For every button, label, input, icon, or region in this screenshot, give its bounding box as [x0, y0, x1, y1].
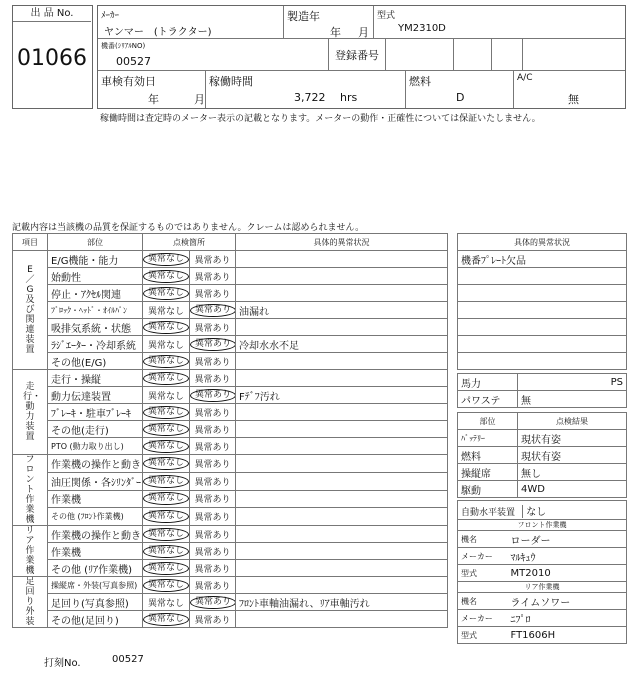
front-implement-value: ローダー	[508, 531, 627, 548]
check-option-ok[interactable]: 異常なし	[143, 492, 189, 505]
part-name: ﾌﾞﾚｰｷ・駐車ﾌﾞﾚｰｷ	[48, 404, 143, 421]
front-implement-row	[458, 548, 627, 565]
rear-implement-value: FT1606H	[508, 627, 627, 644]
hp-label: 馬力	[458, 374, 518, 391]
detail-text: ﾌﾛﾝﾄ車軸油漏れ、ﾘｱ車軸汚れ	[236, 594, 448, 611]
inspection-header-row	[13, 234, 448, 251]
stamp-label: 打刻No.	[44, 658, 81, 669]
table-row	[13, 285, 448, 302]
check-option-ok[interactable]: 異常なし	[147, 598, 184, 609]
detail-text: 油漏れ	[236, 302, 448, 319]
disclaimer: 記載内容は当該機の品質を保証するものではありません。クレームは認められません。	[12, 223, 365, 233]
side-detail-text	[458, 302, 627, 319]
group-label: 足回り外装	[13, 577, 48, 628]
fuel-cell	[406, 71, 514, 108]
table-row	[13, 508, 448, 526]
check-option-ok[interactable]: 異常なし	[143, 287, 189, 300]
power-steering-row	[458, 391, 627, 408]
maker-cell	[98, 6, 284, 39]
hours-unit: hrs	[340, 91, 358, 104]
check-ng-cell	[190, 268, 236, 285]
check-ok-cell	[143, 319, 190, 336]
side-detail-body	[458, 251, 627, 370]
check-ok-cell	[143, 472, 190, 490]
detail-text	[236, 472, 448, 490]
part-name: 停止・ｱｸｾﾙ関連	[48, 285, 143, 302]
part-name: 吸排気系統・状態	[48, 319, 143, 336]
header-part: 部位	[48, 234, 143, 251]
registration-label: 登録番号	[329, 39, 386, 71]
check-ng-cell	[190, 421, 236, 438]
check-option-ok[interactable]: 異常なし	[143, 321, 189, 334]
check-option-ok[interactable]: 異常なし	[147, 306, 184, 317]
hours-cell	[206, 71, 406, 108]
listing-label: 出 品 No.	[13, 6, 91, 22]
rear-implement-header: リア作業機	[458, 582, 627, 593]
side-detail-row	[458, 336, 627, 353]
parts-row	[458, 481, 627, 498]
inspection-month-unit: 月	[194, 93, 205, 106]
listing-number: 01066	[17, 46, 87, 71]
table-row	[13, 560, 448, 577]
inspection-date-cell	[98, 71, 206, 108]
inspection-date-label: 車検有効日	[101, 75, 156, 88]
check-ng-cell	[190, 387, 236, 404]
listing-number-box	[12, 5, 93, 109]
check-ok-cell	[143, 577, 190, 594]
parts-table	[457, 412, 627, 498]
check-ok-cell	[143, 404, 190, 421]
detail-text	[236, 404, 448, 421]
registration-box-2	[454, 39, 492, 71]
serial-value: 00527	[116, 55, 151, 68]
check-option-ng[interactable]: 異常あり	[190, 304, 236, 317]
serial-cell	[98, 39, 329, 71]
table-row	[13, 251, 448, 268]
check-option-ok[interactable]: 異常なし	[143, 355, 189, 368]
table-row	[13, 455, 448, 473]
vehicle-header	[97, 5, 626, 109]
part-name: 作業機	[48, 490, 143, 508]
part-name: 作業機	[48, 543, 143, 560]
front-implement-value: ﾏﾙｷｭｳ	[508, 548, 627, 565]
power-steering-value: 無	[518, 391, 627, 408]
detail-text	[236, 577, 448, 594]
front-implement-row	[458, 531, 627, 548]
parts-result: 無し	[518, 464, 627, 481]
group-label: E／G及び関連装置	[13, 251, 48, 370]
year-cell	[284, 6, 374, 39]
check-option-ok[interactable]: 異常なし	[143, 406, 189, 419]
side-detail-row	[458, 268, 627, 285]
check-ok-cell	[143, 302, 190, 319]
detail-text	[236, 508, 448, 526]
serial-label: 機番(ｼﾘｱﾙNO)	[101, 42, 146, 50]
check-option-ng[interactable]: 異常あり	[190, 389, 236, 402]
check-option-ng[interactable]: 異常あり	[194, 615, 231, 626]
detail-text	[236, 251, 448, 268]
check-option-ok[interactable]: 異常なし	[143, 475, 189, 488]
check-ng-cell	[190, 302, 236, 319]
side-detail-row	[458, 251, 627, 268]
check-option-ng[interactable]: 異常あり	[194, 374, 231, 385]
ac-cell	[514, 71, 625, 108]
registration-box-1	[386, 39, 454, 71]
spec-table	[457, 373, 627, 408]
year-label: 製造年	[287, 10, 320, 23]
check-option-ok[interactable]: 異常なし	[143, 457, 189, 470]
maker-label: ﾒｰｶｰ	[101, 11, 120, 21]
table-row	[13, 577, 448, 594]
rear-implement-row	[458, 593, 627, 610]
check-ok-cell	[143, 560, 190, 577]
part-name: 油圧関係・各ｼﾘﾝﾀﾞｰ	[48, 472, 143, 490]
table-row	[13, 438, 448, 455]
auto-level-row	[458, 501, 627, 520]
table-row	[13, 490, 448, 508]
check-option-ng[interactable]: 異常あり	[190, 596, 236, 609]
check-option-ok[interactable]: 異常なし	[143, 372, 189, 385]
check-ok-cell	[143, 285, 190, 302]
check-ng-cell	[190, 455, 236, 473]
check-ng-cell	[190, 353, 236, 370]
side-detail-row	[458, 353, 627, 370]
check-option-ng[interactable]: 異常あり	[194, 289, 231, 300]
group-label: 走行・動力装置	[13, 370, 48, 455]
rear-implement-label: メーカー	[458, 610, 508, 627]
check-ng-cell	[190, 285, 236, 302]
rear-implement-row	[458, 627, 627, 644]
registration-box-3	[492, 39, 523, 71]
table-row	[13, 472, 448, 490]
year-unit: 年	[330, 26, 341, 39]
check-option-ng[interactable]: 異常あり	[194, 459, 231, 470]
part-name: ﾗｼﾞｴｰﾀｰ・冷却系統	[48, 336, 143, 353]
side-detail-header: 具体的異常状況	[458, 234, 627, 251]
check-option-ng[interactable]: 異常あり	[194, 547, 231, 558]
check-option-ng[interactable]: 異常あり	[194, 581, 231, 592]
detail-text	[236, 560, 448, 577]
part-name: その他 (ﾌﾛﾝﾄ作業機)	[48, 508, 143, 526]
parts-name: ﾊﾞｯﾃﾘｰ	[458, 430, 518, 447]
detail-text	[236, 543, 448, 560]
table-row	[13, 370, 448, 387]
part-name: 作業機の操作と動き	[48, 526, 143, 543]
check-option-ng[interactable]: 異常あり	[194, 442, 231, 453]
side-detail-text	[458, 268, 627, 285]
auto-level-label: 自動水平装置	[461, 505, 523, 518]
check-ng-cell	[190, 251, 236, 268]
check-option-ng[interactable]: 異常あり	[194, 408, 231, 419]
check-ng-cell	[190, 490, 236, 508]
table-row	[13, 336, 448, 353]
rear-implement-value: ﾆﾌﾟﾛ	[508, 610, 627, 627]
parts-header-result: 点検結果	[518, 413, 627, 430]
part-name: 動力伝達装置	[48, 387, 143, 404]
model-cell	[374, 6, 625, 39]
parts-row	[458, 430, 627, 447]
check-ng-cell	[190, 526, 236, 543]
check-ng-cell	[190, 404, 236, 421]
check-ng-cell	[190, 508, 236, 526]
table-row	[13, 421, 448, 438]
side-detail-row	[458, 285, 627, 302]
header-detail: 具体的異常状況	[236, 234, 448, 251]
detail-text	[236, 611, 448, 628]
rear-implement-value: ライムソワー	[508, 593, 627, 610]
side-detail-text: 機番ﾌﾟﾚｰﾄ欠品	[458, 251, 627, 268]
check-option-ok[interactable]: 異常なし	[147, 391, 184, 402]
check-ok-cell	[143, 526, 190, 543]
check-ng-cell	[190, 370, 236, 387]
side-detail-text	[458, 336, 627, 353]
front-implement-row	[458, 565, 627, 582]
rear-implement-row	[458, 610, 627, 627]
check-ng-cell	[190, 336, 236, 353]
part-name: 走行・操縦	[48, 370, 143, 387]
check-ok-cell	[143, 490, 190, 508]
check-ok-cell	[143, 594, 190, 611]
detail-text: 冷却水水不足	[236, 336, 448, 353]
check-ok-cell	[143, 508, 190, 526]
parts-result: 現状有姿	[518, 447, 627, 464]
side-detail-text	[458, 319, 627, 336]
part-name: その他(足回り)	[48, 611, 143, 628]
table-row	[13, 302, 448, 319]
hours-value: 3,722	[294, 91, 326, 104]
check-option-ok[interactable]: 異常なし	[147, 340, 184, 351]
part-name: E/G機能・能力	[48, 251, 143, 268]
side-detail-text	[458, 285, 627, 302]
hours-label: 稼働時間	[209, 75, 253, 88]
maker-value: ヤンマー (トラクター)	[104, 27, 212, 38]
check-option-ok[interactable]: 異常なし	[143, 613, 189, 626]
check-ng-cell	[190, 543, 236, 560]
group-label: リア作業機	[13, 526, 48, 577]
detail-text	[236, 370, 448, 387]
table-row	[13, 387, 448, 404]
table-row	[13, 319, 448, 336]
check-option-ok[interactable]: 異常なし	[143, 440, 189, 453]
check-ok-cell	[143, 438, 190, 455]
check-option-ok[interactable]: 異常なし	[143, 579, 189, 592]
check-option-ok[interactable]: 異常なし	[143, 562, 189, 575]
check-ok-cell	[143, 336, 190, 353]
table-row	[13, 594, 448, 611]
check-option-ok[interactable]: 異常なし	[143, 545, 189, 558]
implements-table	[457, 500, 627, 644]
front-implement-label: 機名	[458, 531, 508, 548]
stamp-value: 00527	[112, 654, 144, 665]
rear-implement-label: 型式	[458, 627, 508, 644]
check-option-ng[interactable]: 異常あり	[194, 477, 231, 488]
check-ok-cell	[143, 251, 190, 268]
part-name: ﾌﾞﾛｯｸ・ﾍｯﾄﾞ・ｵｲﾙﾊﾟﾝ	[48, 302, 143, 319]
hp-unit: PS	[518, 374, 627, 391]
parts-row	[458, 447, 627, 464]
model-label: 型式	[377, 11, 396, 21]
inspection-year-unit: 年	[148, 93, 159, 106]
header-check: 点検箇所	[143, 234, 236, 251]
inspection-table	[12, 233, 448, 628]
table-row	[13, 404, 448, 421]
check-ok-cell	[143, 543, 190, 560]
detail-text	[236, 455, 448, 473]
side-detail-row	[458, 319, 627, 336]
rear-implement-header-row	[458, 582, 627, 593]
check-ng-cell	[190, 438, 236, 455]
check-ng-cell	[190, 594, 236, 611]
front-implement-header-row	[458, 520, 627, 531]
table-row	[13, 526, 448, 543]
check-ng-cell	[190, 560, 236, 577]
table-row	[13, 611, 448, 628]
detail-text	[236, 438, 448, 455]
detail-text	[236, 490, 448, 508]
front-implement-label: 型式	[458, 565, 508, 582]
table-row	[13, 543, 448, 560]
check-option-ng[interactable]: 異常あり	[194, 513, 231, 524]
check-option-ng[interactable]: 異常あり	[194, 425, 231, 436]
parts-name: 駆動	[458, 481, 518, 498]
part-name: PTO (動力取り出し)	[48, 438, 143, 455]
part-name: その他(E/G)	[48, 353, 143, 370]
auto-level-value: なし	[526, 506, 547, 518]
model-value: YM2310D	[398, 23, 446, 34]
parts-row	[458, 464, 627, 481]
front-implement-label: メーカー	[458, 548, 508, 565]
ac-value: 無	[568, 93, 579, 106]
side-detail-text	[458, 353, 627, 370]
side-detail-row	[458, 302, 627, 319]
check-ng-cell	[190, 611, 236, 628]
header-item: 項目	[13, 234, 48, 251]
registration-box-4	[523, 39, 625, 71]
front-implement-header: フロント作業機	[458, 520, 627, 531]
detail-text	[236, 268, 448, 285]
check-ok-cell	[143, 353, 190, 370]
detail-text	[236, 285, 448, 302]
detail-text	[236, 526, 448, 543]
check-option-ok[interactable]: 異常なし	[143, 510, 189, 523]
check-ng-cell	[190, 472, 236, 490]
part-name: 始動性	[48, 268, 143, 285]
group-label: フロント作業機	[13, 455, 48, 526]
check-option-ng[interactable]: 異常あり	[190, 338, 236, 351]
check-option-ok[interactable]: 異常なし	[143, 253, 189, 266]
side-detail-table	[457, 233, 627, 370]
parts-name: 燃料	[458, 447, 518, 464]
detail-text	[236, 353, 448, 370]
check-ok-cell	[143, 268, 190, 285]
check-option-ng[interactable]: 異常あり	[194, 272, 231, 283]
check-option-ng[interactable]: 異常あり	[194, 357, 231, 368]
table-row	[13, 268, 448, 285]
month-unit: 月	[358, 26, 369, 39]
check-ok-cell	[143, 611, 190, 628]
front-implement-value: MT2010	[508, 565, 627, 582]
parts-header-part: 部位	[458, 413, 518, 430]
check-ok-cell	[143, 421, 190, 438]
check-ok-cell	[143, 455, 190, 473]
part-name: 作業機の操作と動き	[48, 455, 143, 473]
check-option-ok[interactable]: 異常なし	[143, 528, 189, 541]
check-option-ng[interactable]: 異常あり	[194, 495, 231, 506]
parts-name: 操縦席	[458, 464, 518, 481]
hp-row	[458, 374, 627, 391]
ac-label: A/C	[517, 73, 533, 83]
check-option-ng[interactable]: 異常あり	[194, 564, 231, 575]
rear-implement-label: 機名	[458, 593, 508, 610]
part-name: 足回り(写真参照)	[48, 594, 143, 611]
parts-result: 現状有姿	[518, 430, 627, 447]
power-steering-label: パワステ	[458, 391, 518, 408]
fuel-value: D	[456, 91, 465, 104]
check-option-ng[interactable]: 異常あり	[194, 255, 231, 266]
check-ok-cell	[143, 370, 190, 387]
check-option-ng[interactable]: 異常あり	[194, 323, 231, 334]
part-name: 操縦席・外装(写真参照)	[48, 577, 143, 594]
check-ng-cell	[190, 577, 236, 594]
part-name: その他(走行)	[48, 421, 143, 438]
detail-text	[236, 421, 448, 438]
detail-text: Fﾃﾞﾌ汚れ	[236, 387, 448, 404]
check-option-ng[interactable]: 異常あり	[194, 530, 231, 541]
parts-body	[458, 430, 627, 498]
check-option-ok[interactable]: 異常なし	[143, 423, 189, 436]
table-row	[13, 353, 448, 370]
parts-result: 4WD	[518, 481, 627, 498]
check-ok-cell	[143, 387, 190, 404]
fuel-label: 燃料	[409, 75, 431, 88]
hours-note: 稼働時間は査定時のメーター表示の記載となります。メーターの動作・正確性については保証いたしません。	[100, 114, 541, 124]
check-ng-cell	[190, 319, 236, 336]
part-name: その他 (ﾘｱ作業機)	[48, 560, 143, 577]
detail-text	[236, 319, 448, 336]
check-option-ok[interactable]: 異常なし	[143, 270, 189, 283]
inspection-body	[13, 251, 448, 628]
implements-body	[458, 501, 627, 644]
